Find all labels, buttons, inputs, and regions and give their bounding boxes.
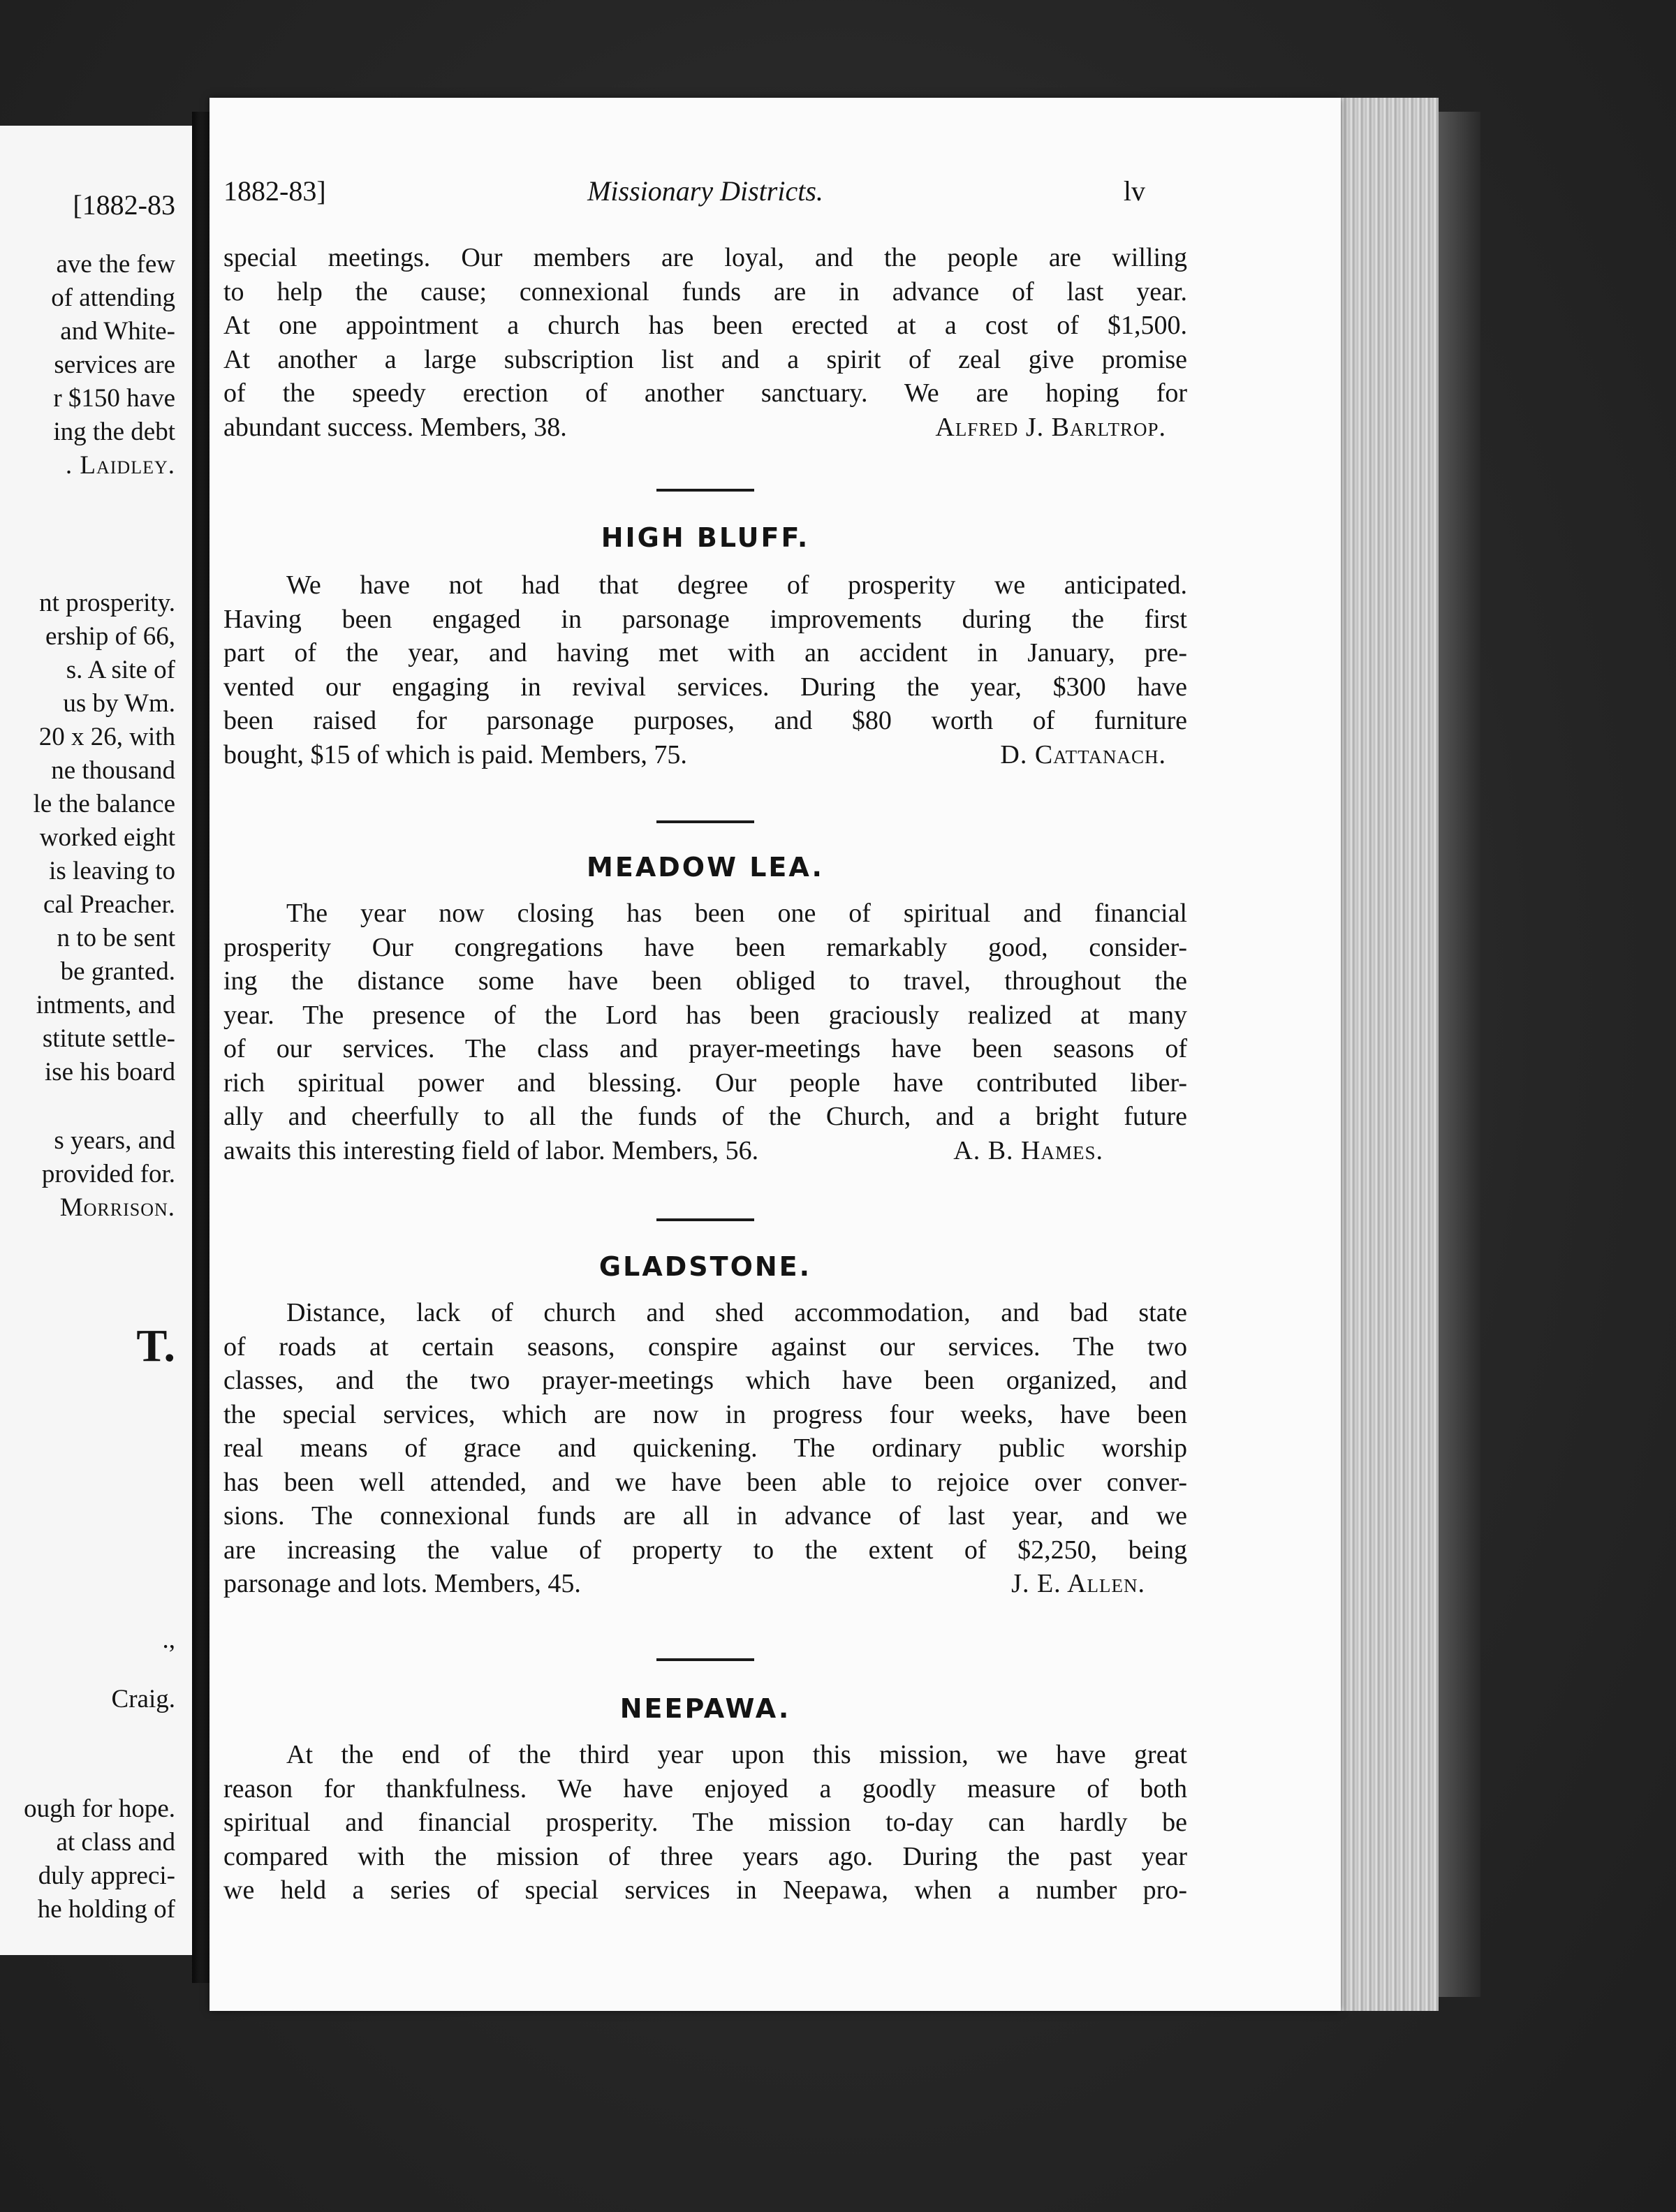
report-line: ally and cheerfully to all the funds of the Church, and a bright future (223, 1102, 1187, 1131)
report-line: year. The presence of the Lord has been graciously realized at many (223, 1000, 1187, 1030)
report-line: ing the distance some have been obliged to travel, throughout the (223, 966, 1187, 996)
previous-page-line: us by Wm. (63, 689, 175, 718)
previous-page-line: he holding of (37, 1895, 175, 1924)
report-line: We have not had that degree of prosperity we anticipated. (286, 570, 1187, 600)
divider-rule (656, 820, 754, 823)
report-author: A. B. Hames. (953, 1135, 1103, 1165)
previous-page-line: cal Preacher. (43, 890, 175, 919)
report-line: reason for thankfulness. We have enjoyed a goodly measure of both (223, 1774, 1187, 1804)
previous-page-line: worked eight (39, 823, 175, 852)
report-line: to help the cause; connexional funds are in advance of last year. (223, 276, 1187, 307)
previous-page-line: stitute settle- (42, 1024, 175, 1053)
report-line: classes, and the two prayer-meetings which have been organized, and (223, 1366, 1187, 1395)
report-line: of the speedy erection of another sanctuary. We are hoping for (223, 378, 1187, 408)
divider-rule (656, 1658, 754, 1661)
section-divider (223, 489, 1187, 492)
previous-page-line: provided for. (41, 1160, 175, 1188)
previous-page-line: r $150 have (53, 384, 175, 413)
previous-page-line: be granted. (60, 957, 175, 986)
report-signature-line (223, 738, 1187, 772)
report-line: compared with the mission of three years ago. During the past year (223, 1841, 1187, 1871)
report-line: been raised for parsonage purposes, and $80 worth of furniture (223, 706, 1187, 735)
report-line: are increasing the value of property to the extent of $2,250, being (223, 1535, 1187, 1565)
report-signature-line (223, 1134, 1187, 1168)
previous-page-heading-fragment: T. (136, 1320, 175, 1371)
report-line: special meetings. Our members are loyal, and the people are willing (223, 243, 1187, 272)
section-heading: MEADOW LEA. (587, 852, 824, 883)
report-line: vented our engaging in revival services. During the year, $300 have (223, 672, 1187, 702)
report-line: rich spiritual power and blessing. Our people have contributed liber- (223, 1068, 1187, 1098)
report-line: At one appointment a church has been erected at a cost of $1,500. (223, 311, 1187, 340)
previous-page-line: and White- (60, 317, 175, 346)
previous-page-line: 20 x 26, with (38, 723, 175, 751)
previous-page-line: Craig. (111, 1685, 175, 1713)
previous-page-line: duly appreci- (38, 1861, 175, 1890)
section-divider (223, 1218, 1187, 1221)
previous-page-line: s. A site of (66, 656, 175, 684)
running-head-year: 1882-83] (223, 175, 326, 207)
previous-page-line: ise his board (44, 1058, 175, 1086)
section-heading: HIGH BLUFF. (601, 522, 810, 553)
previous-page-line: s years, and (54, 1126, 175, 1155)
report-line: Distance, lack of church and shed accommodation, and bad state (286, 1298, 1187, 1327)
previous-page-line: ., (162, 1625, 175, 1654)
section-divider (223, 820, 1187, 823)
previous-page-line: ing the debt (53, 418, 175, 446)
report-high-bluff (223, 522, 1187, 772)
current-page (210, 98, 1341, 2011)
members-count: parsonage and lots. Members, 45. (223, 1569, 581, 1598)
report-line: of roads at certain seasons, conspire against our services. The two (223, 1332, 1187, 1362)
previous-page-line: nt prosperity. (39, 589, 175, 617)
running-head-title: Missionary Districts. (587, 175, 823, 207)
section-divider (223, 1658, 1187, 1661)
previous-page-signature: . Laidley. (65, 451, 175, 480)
previous-page-header: [1882-83 (73, 189, 175, 221)
report-author: Alfred J. Barltrop. (935, 412, 1166, 442)
report-line: has been well attended, and we have been able to rejoice over conver- (223, 1467, 1187, 1497)
report-author: J. E. Allen. (1011, 1569, 1145, 1598)
report-signature-line (223, 411, 1187, 445)
previous-page-line: ership of 66, (45, 622, 175, 651)
section-heading: GLADSTONE. (598, 1251, 812, 1282)
report-line: we held a series of special services in Neepawa, when a number pro- (223, 1875, 1187, 1905)
previous-page-line: ne thousand (51, 756, 175, 785)
page-edges-shadow (1439, 112, 1480, 1997)
members-count: bought, $15 of which is paid. Members, 75. (223, 739, 687, 769)
previous-page-line: ave the few (56, 250, 175, 279)
previous-page-line: ough for hope. (24, 1794, 175, 1823)
report-line: At another a large subscription list and a spirit of zeal give promise (223, 344, 1187, 374)
previous-page-line: le the balance (33, 790, 175, 818)
report-neepawa (223, 1693, 1187, 1908)
report-line: At the end of the third year upon this mission, we have great (286, 1740, 1187, 1769)
report-line: real means of grace and quickening. The ordinary public worship (223, 1433, 1187, 1463)
page-edges (1330, 98, 1439, 2011)
members-count: abundant success. Members, 38. (223, 412, 567, 442)
previous-page-line: at class and (56, 1828, 175, 1857)
previous-page-line: of attending (51, 283, 175, 312)
previous-page-line: is leaving to (49, 857, 175, 885)
section-heading: NEEPAWA. (619, 1693, 791, 1724)
previous-page-signature: Morrison. (59, 1193, 175, 1222)
report-line: spiritual and financial prosperity. The mission to-day can hardly be (223, 1808, 1187, 1837)
report-author: D. Cattanach. (1000, 739, 1166, 769)
report-meadow-lea (223, 852, 1187, 1167)
report-gladstone (223, 1251, 1187, 1601)
report-line: of our services. The class and prayer-meetings have been seasons of (223, 1034, 1187, 1063)
previous-page-line: n to be sent (57, 924, 175, 952)
previous-page (0, 126, 192, 1955)
continued-report (223, 241, 1187, 444)
report-line: prosperity Our congregations have been remarkably good, consider- (223, 932, 1187, 962)
running-head (223, 175, 1187, 216)
divider-rule (656, 489, 754, 492)
divider-rule (656, 1218, 754, 1221)
report-signature-line (223, 1567, 1187, 1601)
previous-page-line: intments, and (36, 991, 175, 1019)
report-line: The year now closing has been one of spiritual and financial (286, 899, 1187, 928)
report-line: Having been engaged in parsonage improvements during the first (223, 604, 1187, 634)
page-number: lv (1123, 175, 1145, 207)
report-line: part of the year, and having met with an accident in January, pre- (223, 638, 1187, 668)
members-count: awaits this interesting field of labor. Members, 56. (223, 1135, 759, 1165)
report-line: sions. The connexional funds are all in advance of last year, and we (223, 1501, 1187, 1531)
report-line: the special services, which are now in progress four weeks, have been (223, 1399, 1187, 1429)
previous-page-line: services are (54, 351, 175, 379)
